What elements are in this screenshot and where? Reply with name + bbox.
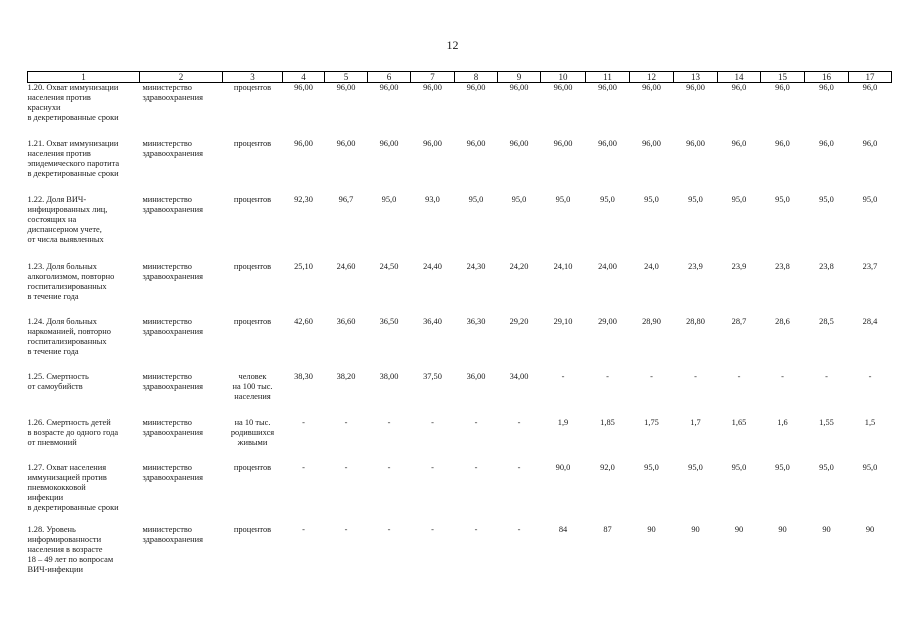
year-value: 29,00 [598,316,617,326]
year-value: 90 [822,524,831,534]
year-value: 23,7 [862,261,878,271]
column-number-10: 10 [541,72,586,83]
year-value: 96,00 [598,83,617,92]
responsible-executor-line: здравоохранения [142,472,203,482]
responsible-executor-line: здравоохранения [142,427,203,437]
table-row [28,418,892,463]
year-value: 23,9 [731,261,747,271]
year-value: 1,55 [819,417,834,427]
unit-of-measure [223,139,283,195]
year-value: - [302,524,305,534]
unit-of-measure-line: процентов [233,261,272,271]
unit-of-measure [223,372,283,418]
unit-of-measure-line: родившихся [230,427,275,437]
year-value: - [387,524,391,534]
year-value: 92,0 [600,462,615,472]
year-value: - [650,371,653,381]
indicator-name-line: в декретированные сроки [27,502,119,512]
year-value: 34,00 [509,371,529,381]
column-number-11: 11 [586,72,630,83]
year-value: 95,0 [731,462,747,472]
year-value: - [825,371,828,381]
year-value: 36,00 [466,371,486,381]
year-value: 96,00 [379,83,399,92]
year-value: 1,75 [644,417,659,427]
responsible-executor [140,262,223,317]
year-value: - [302,462,305,472]
responsible-executor-line: министерство [142,417,192,427]
year-value: 96,0 [775,138,790,148]
year-value: 96,00 [423,83,442,92]
responsible-executor [140,418,223,463]
year-value: 95,0 [731,194,747,204]
year-value: 36,30 [466,316,486,326]
year-value: 1,65 [731,417,747,427]
year-value: - [431,462,434,472]
indicator-name-line: инфицированных лиц, [27,204,108,214]
indicator-name-line: ВИЧ-инфекции [27,564,83,574]
indicator-name [28,317,140,372]
year-value: 96,00 [466,138,486,148]
table-row [28,317,892,372]
indicator-name-line: эпидемического паротита [27,158,120,168]
unit-of-measure [223,418,283,463]
year-value: 38,00 [379,371,399,381]
year-value: 96,00 [686,138,705,148]
responsible-executor-line: министерство [142,524,192,534]
column-number-9: 9 [498,72,541,83]
indicator-name [28,525,140,581]
year-value: - [344,417,348,427]
indicator-name [28,418,140,463]
indicator-name-line: населения против [27,148,91,158]
unit-of-measure-line: живыми [237,437,268,447]
indicator-name-line: населения против [27,93,91,102]
year-value: 29,20 [509,316,529,326]
indicator-name-line: 1.26. Смертность детей [27,417,111,427]
year-value: 38,20 [336,371,356,381]
indicator-name-line: иммунизацией против [27,472,107,482]
year-value: 28,5 [819,316,834,326]
year-value: 96,7 [338,194,354,204]
year-value: 42,60 [294,316,313,326]
responsible-executor-line: здравоохранения [142,204,203,214]
unit-of-measure-line: человек [238,371,267,381]
year-value: - [474,462,478,472]
indicator-name-line: в течение года [27,291,79,301]
year-value: 1,6 [777,417,788,427]
year-value: 36,50 [379,316,399,326]
year-value: - [868,371,872,381]
year-value: 24,10 [553,261,573,271]
indicator-name-line: алкоголизмом, повторно [27,271,115,281]
year-value: 90 [734,524,744,534]
indicator-name-line: инфекции [27,492,64,502]
table-row [28,262,892,317]
column-number-5: 5 [325,72,368,83]
year-value: 90 [865,524,875,534]
responsible-executor-line: здравоохранения [142,326,203,336]
year-value: 96,00 [294,138,313,148]
indicator-name-line: 1.27. Охват населения [27,462,107,472]
year-value: - [517,417,521,427]
year-value: 95,0 [775,462,790,472]
year-value: - [387,417,391,427]
year-value: 96,0 [862,138,878,148]
column-number-6: 6 [368,72,411,83]
year-value: 24,20 [509,261,529,271]
unit-of-measure [223,463,283,525]
column-number-2: 2 [140,72,223,83]
year-value: 96,00 [553,138,573,148]
indicators-table [27,71,892,581]
year-value: 28,4 [862,316,878,326]
column-number-7: 7 [411,72,455,83]
year-value: 95,0 [644,462,659,472]
indicator-name [28,139,140,195]
year-value: 96,00 [336,83,356,92]
year-value: 96,0 [731,138,747,148]
year-value: 90 [647,524,656,534]
year-value: 24,60 [336,261,356,271]
indicator-name-line: 1.20. Охват иммунизации [27,83,119,92]
year-value: 90 [778,524,787,534]
year-value: 95,0 [511,194,527,204]
year-value: 24,00 [598,261,617,271]
column-number-1: 1 [28,72,140,83]
year-value: - [517,462,521,472]
year-value: 96,00 [642,138,661,148]
year-value: - [344,462,348,472]
year-value: 95,0 [555,194,571,204]
year-value: 24,50 [379,261,399,271]
indicator-name-line: госпитализированных [27,336,107,346]
indicator-name-line: 18 – 49 лет по вопросам [27,554,114,564]
indicator-name-line: диспансерном учете, [27,224,102,234]
indicator-name-line: населения в возрасте [27,544,103,554]
year-value: 90,0 [555,462,571,472]
year-value: - [517,524,521,534]
unit-of-measure-line: процентов [233,194,272,204]
year-value: 84 [558,524,568,534]
column-number-14: 14 [718,72,761,83]
year-value: 1,7 [690,417,701,427]
year-value: 36,40 [423,316,442,326]
indicator-name-line: 1.21. Охват иммунизации [27,138,119,148]
year-value: 95,0 [819,462,834,472]
year-value: 23,9 [688,261,703,271]
year-value: 95,0 [819,194,834,204]
year-value: 96,0 [862,83,878,92]
year-value: 38,30 [294,371,313,381]
indicator-name-line: пневмококковой [27,482,86,492]
year-value: - [431,417,434,427]
indicator-name-line: 1.24. Доля больных [27,316,97,326]
year-value: 93,0 [425,194,440,204]
indicator-name-line: 1.22. Доля ВИЧ- [27,194,87,204]
unit-of-measure [223,317,283,372]
year-value: 37,50 [423,371,442,381]
unit-of-measure-line: процентов [233,524,272,534]
indicator-name [28,262,140,317]
year-value: - [302,417,305,427]
year-value: 29,10 [553,316,573,326]
column-number-15: 15 [761,72,805,83]
year-value: 24,30 [466,261,486,271]
indicator-name-line: 1.25. Смертность [27,371,89,381]
column-number-3: 3 [223,72,283,83]
table-row [28,83,892,139]
unit-of-measure-line: процентов [233,316,272,326]
year-value: 95,0 [600,194,615,204]
indicator-name-line: в возрасте до одного года [27,427,119,437]
responsible-executor-line: министерство [142,462,192,472]
indicator-name-line: от пневмоний [27,437,77,447]
indicator-name-line: информированности [27,534,102,544]
indicator-name-line: в течение года [27,346,79,356]
responsible-executor-line: министерство [142,261,192,271]
year-value: - [387,462,391,472]
responsible-executor-line: здравоохранения [142,148,203,158]
responsible-executor-line: министерство [142,194,192,204]
year-value: - [694,371,697,381]
unit-of-measure [223,83,283,139]
year-value: 28,6 [775,316,790,326]
year-value: 28,90 [642,316,661,326]
year-value: 36,60 [336,316,356,326]
year-value: - [431,524,434,534]
unit-of-measure [223,262,283,317]
year-value: 28,80 [686,316,705,326]
responsible-executor [140,83,223,139]
year-value: 96,00 [294,83,313,92]
year-value: 96,0 [731,83,747,92]
year-value: 1,9 [557,417,569,427]
column-number-16: 16 [805,72,849,83]
indicator-name-line: 1.23. Доля больных [27,261,97,271]
unit-of-measure-line: процентов [233,83,272,92]
indicator-name-line: состоящих на [27,214,77,224]
unit-of-measure-line: процентов [233,462,272,472]
indicator-name-line: краснухи [27,103,61,112]
indicator-name-line: от числа выявленных [27,234,104,244]
table-row [28,195,892,262]
responsible-executor-line: здравоохранения [142,381,203,391]
responsible-executor-line: министерство [142,371,192,381]
unit-of-measure-line: населения [234,391,271,401]
table-row [28,139,892,195]
indicator-name-line: госпитализированных [27,281,107,291]
year-value: 90 [691,524,700,534]
year-value: 95,0 [862,194,878,204]
unit-of-measure [223,525,283,581]
responsible-executor [140,372,223,418]
responsible-executor [140,317,223,372]
indicator-name [28,463,140,525]
indicator-name-line: 1.28. Уровень [27,524,76,534]
year-value: 92,30 [294,194,313,204]
year-value: 96,00 [466,83,486,92]
responsible-executor-line: министерство [142,316,192,326]
indicator-name-line: в декретированные сроки [27,168,119,178]
unit-of-measure-line: процентов [233,138,272,148]
year-value: 96,00 [509,83,529,92]
year-value: 96,00 [686,83,705,92]
indicator-name-line: от самоубийств [27,381,83,391]
year-value: 96,00 [553,83,573,92]
year-value: 95,0 [862,462,878,472]
responsible-executor [140,463,223,525]
year-value: 95,0 [688,194,703,204]
year-value: 96,00 [509,138,529,148]
indicator-name-line: в декретированные сроки [27,113,119,122]
year-value: 96,0 [819,138,834,148]
responsible-executor [140,139,223,195]
year-value: - [474,417,478,427]
year-value: 96,00 [379,138,399,148]
table-row [28,372,892,418]
year-value: 95,0 [381,194,397,204]
responsible-executor-line: министерство [142,138,192,148]
indicator-name-line: наркоманией, повторно [27,326,111,336]
responsible-executor-line: здравоохранения [142,271,203,281]
year-value: 96,00 [336,138,356,148]
year-value: 95,0 [775,194,790,204]
table-row [28,463,892,525]
table-row [28,525,892,581]
year-value: - [606,371,609,381]
year-value: 96,00 [642,83,661,92]
year-value: 95,0 [644,194,659,204]
year-value: 28,7 [731,316,747,326]
year-value: 96,0 [775,83,790,92]
indicator-name [28,195,140,262]
responsible-executor [140,195,223,262]
column-number-17: 17 [849,72,892,83]
year-value: 87 [603,524,612,534]
year-value: - [344,524,348,534]
year-value: 24,0 [644,261,659,271]
column-number-12: 12 [630,72,674,83]
responsible-executor-line: здравоохранения [142,93,203,102]
unit-of-measure-line: на 100 тыс. [232,381,273,391]
unit-of-measure [223,195,283,262]
year-value: 23,8 [819,261,834,271]
year-value: 96,00 [598,138,617,148]
column-number-13: 13 [674,72,718,83]
year-value: 24,40 [423,261,442,271]
year-value: 96,0 [819,83,834,92]
responsible-executor [140,525,223,581]
year-value: 96,00 [423,138,442,148]
responsible-executor-line: здравоохранения [142,534,203,544]
page-number: 12 [446,38,459,52]
year-value: 25,10 [294,261,313,271]
year-value: 1,85 [600,417,615,427]
year-value: - [474,524,478,534]
year-value: - [737,371,741,381]
indicator-name [28,83,140,139]
indicator-name [28,372,140,418]
column-number-8: 8 [455,72,498,83]
unit-of-measure-line: на 10 тыс. [234,417,271,427]
year-value: 23,8 [775,261,790,271]
year-value: 95,0 [688,462,703,472]
year-value: 1,5 [864,417,876,427]
responsible-executor-line: министерство [142,83,192,92]
column-number-4: 4 [283,72,325,83]
year-value: 95,0 [468,194,484,204]
year-value: - [561,371,565,381]
year-value: - [781,371,784,381]
column-number-row [28,72,892,83]
